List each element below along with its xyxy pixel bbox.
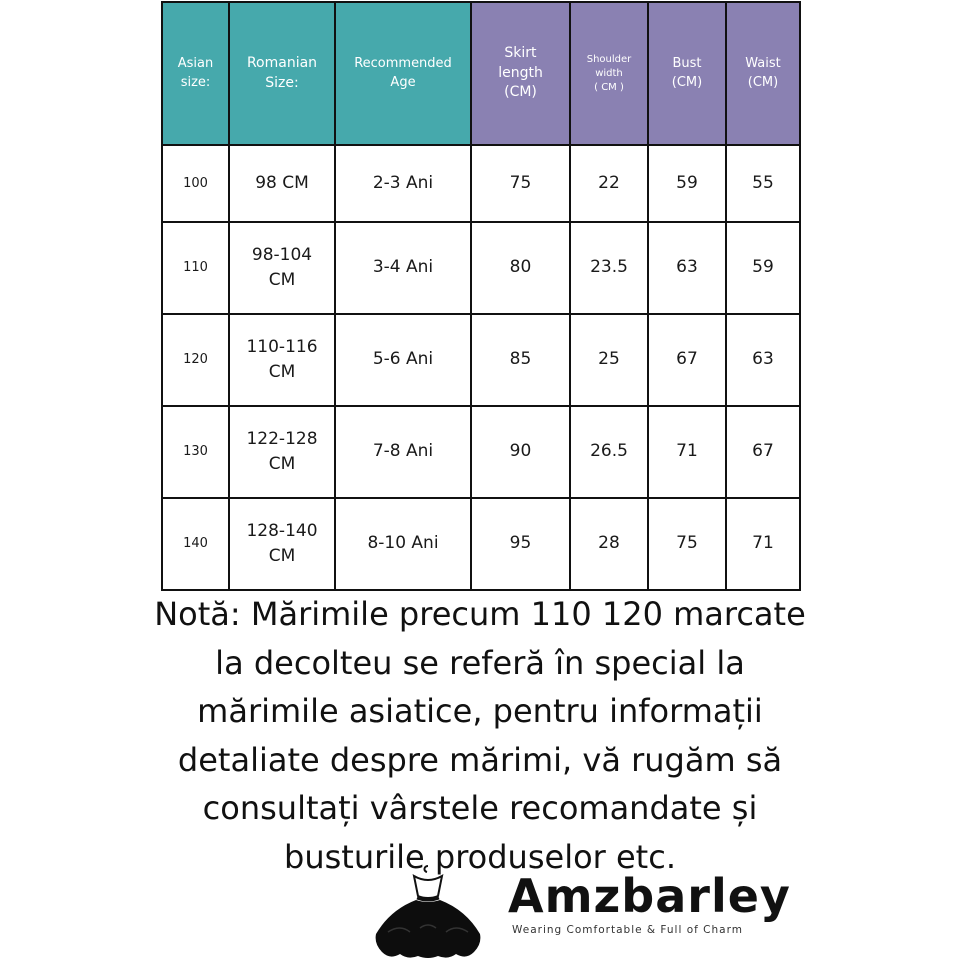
header-recommended-age: Recommended Age	[335, 2, 471, 145]
size-note	[120, 590, 840, 881]
note-line: la decolteu se referă în special la	[215, 643, 745, 682]
note-line: Notă: Mărimile precum 110 120 marcate	[154, 595, 806, 633]
cell-romanian-size: 98-104 CM	[229, 222, 335, 314]
cell-recommended-age: 5-6 Ani	[335, 314, 471, 406]
header-romanian-size: Romanian Size:	[229, 2, 335, 145]
cell-shoulder-width: 28	[570, 498, 648, 590]
table-row	[162, 406, 800, 498]
cell-recommended-age: 7-8 Ani	[335, 406, 471, 498]
header-shoulder-width: Shoulder width ( CM )	[570, 2, 648, 145]
cell-recommended-age: 3-4 Ani	[335, 222, 471, 314]
table-row	[162, 498, 800, 590]
note-line: mărimile asiatice, pentru informații	[197, 692, 763, 730]
cell-asian-size: 120	[162, 314, 229, 406]
cell-skirt-length: 95	[471, 498, 570, 590]
cell-recommended-age: 2-3 Ani	[335, 145, 471, 222]
size-chart-table	[161, 1, 801, 591]
header-skirt-length: Skirt length (CM)	[471, 2, 570, 145]
cell-recommended-age: 8-10 Ani	[335, 498, 471, 590]
cell-bust: 63	[648, 222, 726, 314]
cell-skirt-length: 75	[471, 145, 570, 222]
brand-logo	[508, 870, 808, 936]
cell-waist: 67	[726, 406, 800, 498]
dress-icon	[370, 862, 486, 960]
cell-romanian-size: 122-128 CM	[229, 406, 335, 498]
cell-waist: 55	[726, 145, 800, 222]
note-line: consultați vârstele recomandate și	[202, 789, 758, 827]
cell-skirt-length: 90	[471, 406, 570, 498]
cell-romanian-size: 110-116 CM	[229, 314, 335, 406]
cell-romanian-size: 128-140 CM	[229, 498, 335, 590]
cell-waist: 63	[726, 314, 800, 406]
table-row	[162, 222, 800, 314]
table-row	[162, 145, 800, 222]
table-header-row	[162, 2, 800, 145]
header-bust: Bust (CM)	[648, 2, 726, 145]
cell-shoulder-width: 25	[570, 314, 648, 406]
cell-shoulder-width: 23.5	[570, 222, 648, 314]
header-waist: Waist (CM)	[726, 2, 800, 145]
cell-shoulder-width: 22	[570, 145, 648, 222]
cell-asian-size: 110	[162, 222, 229, 314]
cell-waist: 71	[726, 498, 800, 590]
cell-bust: 75	[648, 498, 726, 590]
cell-bust: 59	[648, 145, 726, 222]
header-asian-size: Asian size:	[162, 2, 229, 145]
brand-tagline: Wearing Comfortable & Full of Charm	[512, 924, 743, 936]
cell-romanian-size: 98 CM	[229, 145, 335, 222]
cell-asian-size: 130	[162, 406, 229, 498]
cell-asian-size: 100	[162, 145, 229, 222]
cell-shoulder-width: 26.5	[570, 406, 648, 498]
cell-skirt-length: 85	[471, 314, 570, 406]
table-row	[162, 314, 800, 406]
note-line: detaliate despre mărimi, vă rugăm să	[177, 740, 783, 779]
cell-waist: 59	[726, 222, 800, 314]
brand-name: Amzbarley	[508, 869, 791, 923]
cell-bust: 67	[648, 314, 726, 406]
note-line: busturile produselor etc.	[284, 837, 676, 876]
cell-bust: 71	[648, 406, 726, 498]
cell-asian-size: 140	[162, 498, 229, 590]
cell-skirt-length: 80	[471, 222, 570, 314]
